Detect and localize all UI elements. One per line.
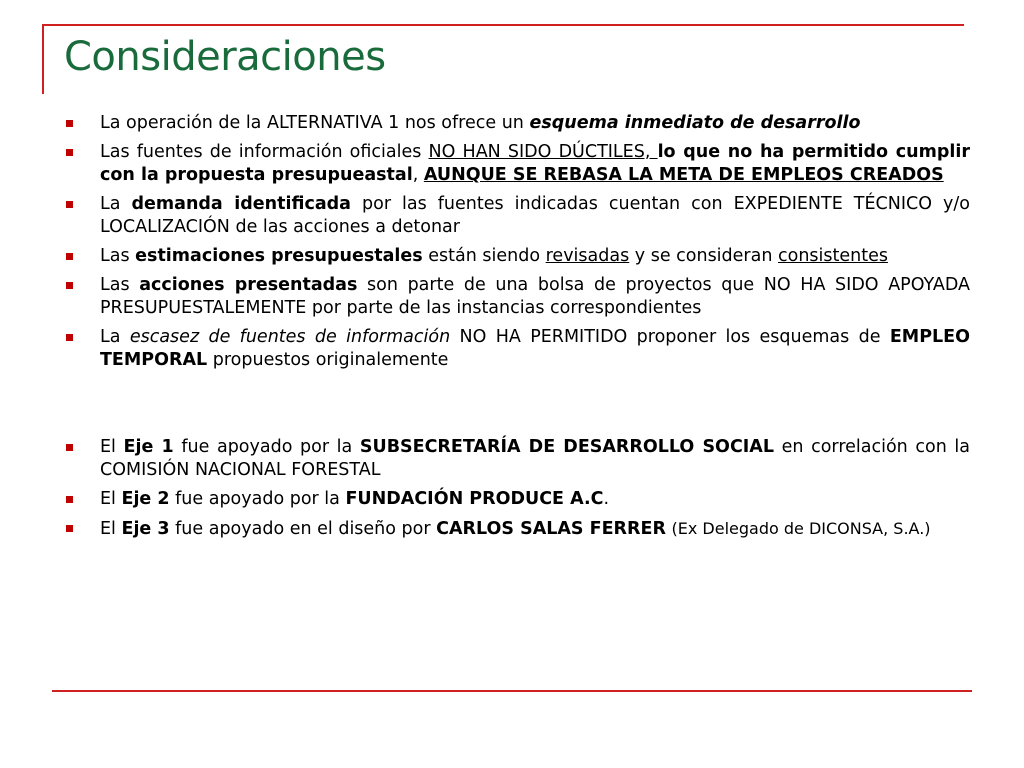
bullet-text-run: en correlación con la COMISIÓN NACIONAL FORESTAL (100, 437, 971, 480)
bullet-item (66, 112, 970, 135)
bullet-text-run: demanda identificada (131, 194, 351, 214)
bullet-text-run: Eje 3 (121, 519, 170, 539)
bullet-list-primary (66, 112, 970, 372)
bullet-item (66, 436, 970, 482)
bullet-text-run: Eje 2 (121, 489, 170, 509)
square-bullet-icon (66, 525, 73, 532)
bullet-text-run: Las (100, 275, 140, 295)
slide-content (66, 112, 970, 547)
square-bullet-icon (66, 496, 73, 503)
top-rule (42, 24, 964, 26)
bullet-item (66, 245, 970, 268)
bullet-text-run: La (100, 327, 130, 347)
bullet-text-run: Las (100, 246, 136, 266)
square-bullet-icon (66, 334, 73, 341)
square-bullet-icon (66, 253, 73, 260)
bullet-item (66, 193, 970, 239)
bullet-text-run: y se consideran (629, 246, 778, 266)
bullet-text-run: Las fuentes de información oficiales (100, 142, 429, 162)
square-bullet-icon (66, 201, 73, 208)
square-bullet-icon (66, 444, 73, 451)
bullet-item (66, 517, 970, 541)
left-rule (42, 24, 44, 94)
bullet-text-run: Eje 1 (123, 437, 174, 457)
bullet-text-run: El (100, 519, 122, 539)
bullet-text-run: EMPLEO TEMPORAL (100, 327, 971, 370)
bullet-text-run: acciones presentadas (139, 275, 358, 295)
bullet-list-secondary (66, 436, 970, 541)
bullet-text-run: , (412, 165, 424, 185)
bullet-text-run: propuestos originalemente (207, 350, 449, 370)
bullet-text-run: fue apoyado en el diseño por (169, 519, 437, 539)
bullet-text-run: fue apoyado por la (173, 437, 360, 457)
bullet-text-run: lo que no ha permitido cumplir con la propuesta presupueastal (100, 142, 970, 185)
bullet-text-run: SUBSECRETARÍA DE DESARROLLO SOCIAL (359, 437, 774, 457)
square-bullet-icon (66, 120, 73, 127)
bullet-text-run: . (603, 489, 610, 509)
bullet-text-run: escasez de fuentes de información (129, 327, 451, 347)
spacer (66, 378, 970, 436)
bullet-text-run: están siendo (422, 246, 546, 266)
bullet-text-run: consistentes (778, 246, 888, 266)
slide-title: Consideraciones (64, 34, 386, 80)
bullet-text-run: La (100, 194, 132, 214)
bullet-text-run: fue apoyado por la (169, 489, 346, 509)
bullet-text-run: El (100, 437, 124, 457)
bullet-text-run: NO HA PERMITIDO proponer los esquemas de (450, 327, 890, 347)
bullet-text-run: son parte de una bolsa de proyectos que NO HA SIDO APOYADA PRESUPUESTALEMENTE por parte de las instancias correspondientes (100, 275, 970, 318)
bullet-item (66, 274, 970, 320)
bullet-item (66, 141, 970, 187)
bullet-text-run: FUNDACIÓN PRODUCE A.C (345, 489, 604, 509)
square-bullet-icon (66, 282, 73, 289)
bullet-text-run: CARLOS SALAS FERRER (436, 519, 666, 539)
bullet-text-run: NO HAN SIDO DÚCTILES, (428, 142, 658, 162)
bullet-text-run: El (100, 489, 122, 509)
bullet-text-run: (Ex Delegado de DICONSA, S.A.) (671, 519, 931, 538)
bullet-text-run: La operación de la ALTERNATIVA 1 nos ofrece un (100, 113, 530, 133)
bullet-item (66, 488, 970, 511)
bullet-text-run: AUNQUE SE REBASA LA META DE EMPLEOS CREADOS (423, 165, 944, 185)
bullet-text-run: revisadas (545, 246, 630, 266)
bullet-item (66, 326, 970, 372)
bullet-text-run: por las fuentes indicadas cuentan con EXPEDIENTE TÉCNICO y/o LOCALIZACIÓN de las acciones a detonar (100, 194, 970, 237)
bottom-rule (52, 690, 972, 692)
bullet-text-run: esquema inmediato de desarrollo (529, 113, 861, 133)
bullet-text-run: estimaciones presupuestales (135, 246, 423, 266)
square-bullet-icon (66, 149, 73, 156)
